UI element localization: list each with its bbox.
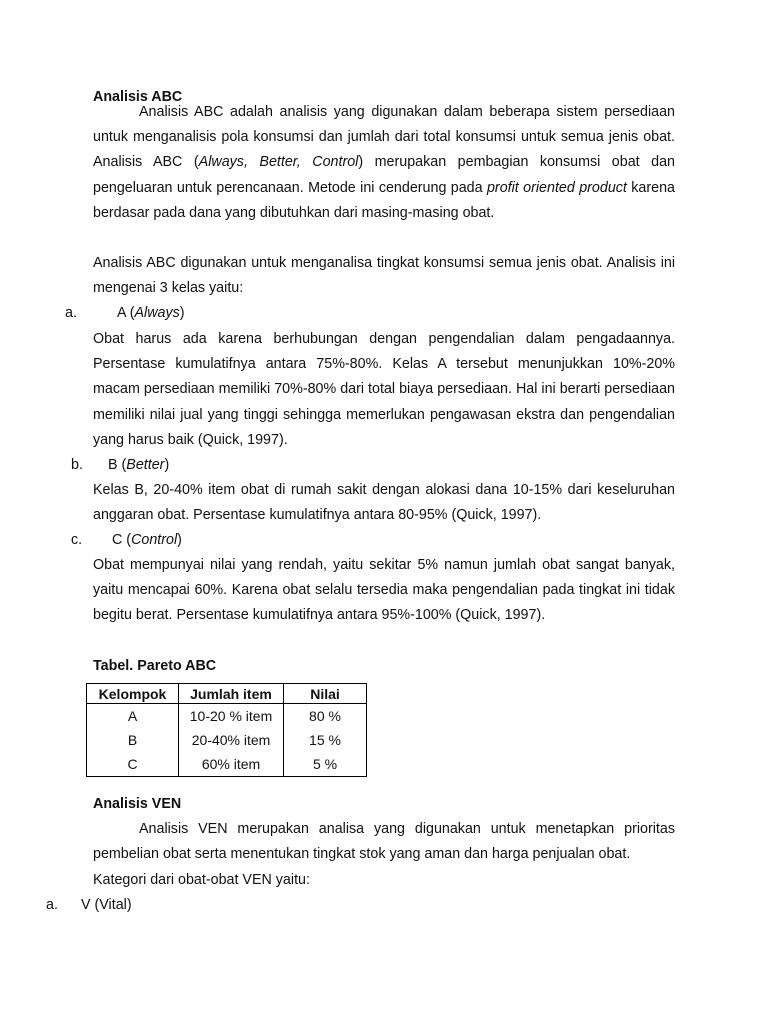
table-cell: C — [87, 752, 179, 777]
table-cell: 5 % — [284, 752, 367, 777]
class-a-title-post: ) — [179, 305, 185, 321]
pareto-table — [86, 683, 367, 777]
class-a-title-pre: A ( — [117, 305, 135, 321]
table-caption: Tabel. Pareto ABC — [93, 658, 217, 674]
table-row — [87, 704, 367, 729]
abc-intro-text-1: Analisis ABC adalah analisis yang digunakan dalam beberapa sistem persediaan untuk menganalisis pola konsumsi dan jumlah dari total konsumsi untuk semua jenis obat. Analisis ABC ( — [93, 104, 675, 171]
abc-intro-paragraph — [93, 100, 675, 226]
class-a-title-italic: Always — [134, 305, 180, 321]
abc-classes-paragraph: Analisis ABC digunakan untuk menganalisa tingkat konsumsi semua jenis obat. Analisis ini mengenai 3 kelas yaitu: — [93, 255, 675, 297]
ven-list-marker-a: a. — [46, 897, 58, 913]
table-cell: 60% item — [179, 752, 284, 777]
class-b-title-pre: B ( — [108, 457, 127, 473]
list-marker-c: c. — [71, 532, 83, 548]
class-b-body: Kelas B, 20-40% item obat di rumah sakit dengan alokasi dana 10-15% dari keseluruhan anggaran obat. Persentase kumulatifnya antara 80-95% (Quick, 1997). — [93, 482, 675, 524]
heading-analisis-abc: Analisis ABC — [93, 89, 183, 105]
class-a-body: Obat harus ada karena berhubungan dengan pengendalian dalam pengadaannya. Persentase kumulatifnya antara 75%-80%. Kelas A tersebut menunjukkan 10%-20% macam persediaan memiliki 70%-80% dari total biaya persediaan. Hal ini berarti persediaan memiliki nilai jual yang tinggi sehingga memerlukan pengawasan ekstra dan pengendalian yang harus baik (Quick, 1997). — [93, 331, 675, 448]
table-cell: 15 % — [284, 728, 367, 752]
abc-intro-italic-1: Always, Better, Control — [198, 154, 359, 171]
class-c-title — [112, 532, 182, 548]
class-c-title-italic: Control — [131, 532, 178, 548]
table-header-cell: Kelompok — [87, 684, 179, 704]
table-cell: 20-40% item — [179, 728, 284, 752]
class-b-title-italic: Better — [126, 457, 165, 473]
ven-intro-paragraph: Analisis VEN merupakan analisa yang digunakan untuk menetapkan prioritas pembelian obat serta menentukan tingkat stok yang aman dan harga penjualan obat. — [93, 821, 675, 863]
ven-categories-line: Kategori dari obat-obat VEN yaitu: — [93, 872, 310, 888]
class-c-title-pre: C ( — [112, 532, 132, 548]
class-b-title — [108, 457, 169, 473]
abc-intro-text-3: karena berdasar pada dana yang dibutuhkan dari masing-masing obat. — [93, 179, 675, 221]
class-b-title-post: ) — [164, 457, 170, 473]
list-marker-a: a. — [65, 305, 77, 321]
table-cell: A — [87, 704, 179, 729]
table-header-cell: Jumlah item — [179, 684, 284, 704]
heading-analisis-ven: Analisis VEN — [93, 796, 182, 812]
class-c-title-post: ) — [177, 532, 182, 548]
table-row — [87, 752, 367, 777]
table-cell: 80 % — [284, 704, 367, 729]
table-header-cell: Nilai — [284, 684, 367, 704]
list-marker-b: b. — [71, 457, 83, 473]
table-row — [87, 728, 367, 752]
table-cell: 10-20 % item — [179, 704, 284, 729]
table-cell: B — [87, 728, 179, 752]
class-c-body: Obat mempunyai nilai yang rendah, yaitu sekitar 5% namun jumlah obat sangat banyak, yaitu mencapai 60%. Karena obat selalu tersedia maka pengendalian pada tingkat ini tidak begitu berat. Persentase kumulatifnya antara 95%-100% (Quick, 1997). — [93, 557, 675, 624]
table-header-row — [87, 684, 367, 704]
class-a-title — [117, 305, 185, 321]
abc-intro-text-2: ) merupakan pembagian konsumsi obat dan pengeluaran untuk perencanaan. Metode ini cenderung pada — [93, 154, 675, 196]
ven-item-vital: V (Vital) — [81, 897, 132, 913]
abc-intro-italic-2: profit oriented product — [486, 179, 627, 196]
